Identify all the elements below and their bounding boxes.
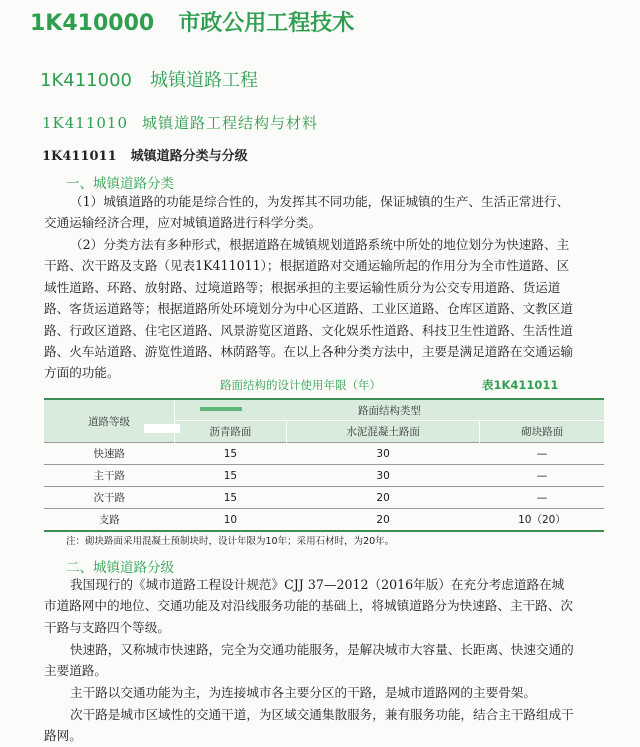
cell-block: —	[480, 487, 604, 509]
topic-code: 1K411011	[42, 149, 117, 164]
topic-heading	[42, 145, 248, 164]
cell-asphalt: 15	[175, 465, 287, 487]
table-row	[44, 487, 604, 509]
redaction-patch	[144, 424, 180, 433]
part2-paragraph-1: 我国现行的《城市道路工程设计规范》CJJ 37—2012（2016年版）在充分考虑道路在城市道路网中的地位、交通功能及对沿线服务功能的基础上，将城镇道路分为快速路、主干路、次干路与支路四个等级。	[44, 577, 573, 635]
highlight-mark	[200, 407, 242, 411]
table-row	[44, 443, 604, 465]
section-heading	[40, 66, 258, 92]
subsection-heading	[42, 112, 318, 133]
chapter-code: 1K410000	[30, 11, 155, 36]
service-life-table	[44, 398, 604, 532]
table-number: 表1K411011	[482, 378, 559, 392]
cell-concrete: 30	[286, 465, 480, 487]
chapter-heading	[30, 6, 354, 37]
part2-paragraph-2: 快速路，又称城市快速路，完全为交通功能服务，是解决城市大容量、长距离、快速交通的主要道路。	[44, 642, 574, 679]
header-concrete: 水泥混凝土路面	[286, 421, 480, 443]
cell-asphalt: 10	[175, 509, 287, 532]
table-row	[44, 509, 604, 532]
cell-concrete: 20	[286, 509, 480, 532]
chapter-title: 市政公用工程技术	[178, 11, 355, 36]
section-code: 1K411000	[40, 70, 132, 91]
part1-paragraph-1: （1）城镇道路的功能是综合性的，为发挥其不同功能，保证城镇的生产、生活正常进行、交通运输经济合理，应对城镇道路进行科学分类。	[44, 194, 570, 231]
cell-grade: 次干路	[44, 487, 175, 509]
cell-asphalt: 15	[175, 487, 287, 509]
header-grade: 道路等级	[44, 399, 175, 443]
table-caption: 路面结构的设计使用年限（年）	[220, 378, 381, 392]
cell-asphalt: 15	[175, 443, 287, 465]
subsection-code: 1K411010	[42, 114, 129, 132]
cell-grade: 支路	[44, 509, 175, 532]
cell-concrete: 30	[286, 443, 480, 465]
section-title: 城镇道路工程	[149, 70, 258, 91]
cell-block: 10（20）	[480, 509, 604, 532]
header-group: 路面结构类型	[175, 399, 605, 421]
topic-title: 城镇道路分类与分级	[130, 149, 248, 164]
part2-paragraph-4: 次干路是城市区域性的交通干道，为区域交通集散服务，兼有服务功能，结合主干路组成干路网。	[44, 707, 574, 744]
cell-block: —	[480, 465, 604, 487]
header-block: 砌块路面	[480, 421, 604, 443]
part2-paragraph-3: 主干路以交通功能为主，为连接城市各主要分区的干路，是城市道路网的主要骨架。	[70, 685, 536, 700]
cell-grade: 主干路	[44, 465, 175, 487]
part2-heading: 二、城镇道路分级	[66, 560, 174, 576]
table-note: 注：砌块路面采用混凝土预制块时，设计年限为10年；采用石材时，为20年。	[66, 536, 395, 547]
table-row	[44, 465, 604, 487]
part1-paragraph-2: （2）分类方法有多种形式，根据道路在城镇规划道路系统中所处的地位划分为快速路、主干路、次干路及支路（见表1K411011）；根据道路对交通运输所起的作用分为全市性道路、区域性道路、环路、放射路、过境道路等；根据承担的主要运输性质分为公交专用道路、货运道路、客货运道路等；根据道路所处环境划分为中心区道路、工业区道路、仓库区道路、文教区道路、行政区道路、住宅区道路、风景游览区道路、文化娱乐性道路、科技卫生性道路、生活性道路、火车站道路、游览性道路、林荫路等。在以上各种分类方法中，主要是满足道路在交通运输方面的功能。	[44, 237, 573, 381]
header-asphalt: 沥青路面	[175, 421, 287, 443]
part1-heading: 一、城镇道路分类	[66, 176, 174, 192]
cell-concrete: 20	[286, 487, 480, 509]
subsection-title: 城镇道路工程结构与材料	[142, 114, 319, 132]
cell-grade: 快速路	[44, 443, 175, 465]
cell-block: —	[480, 443, 604, 465]
